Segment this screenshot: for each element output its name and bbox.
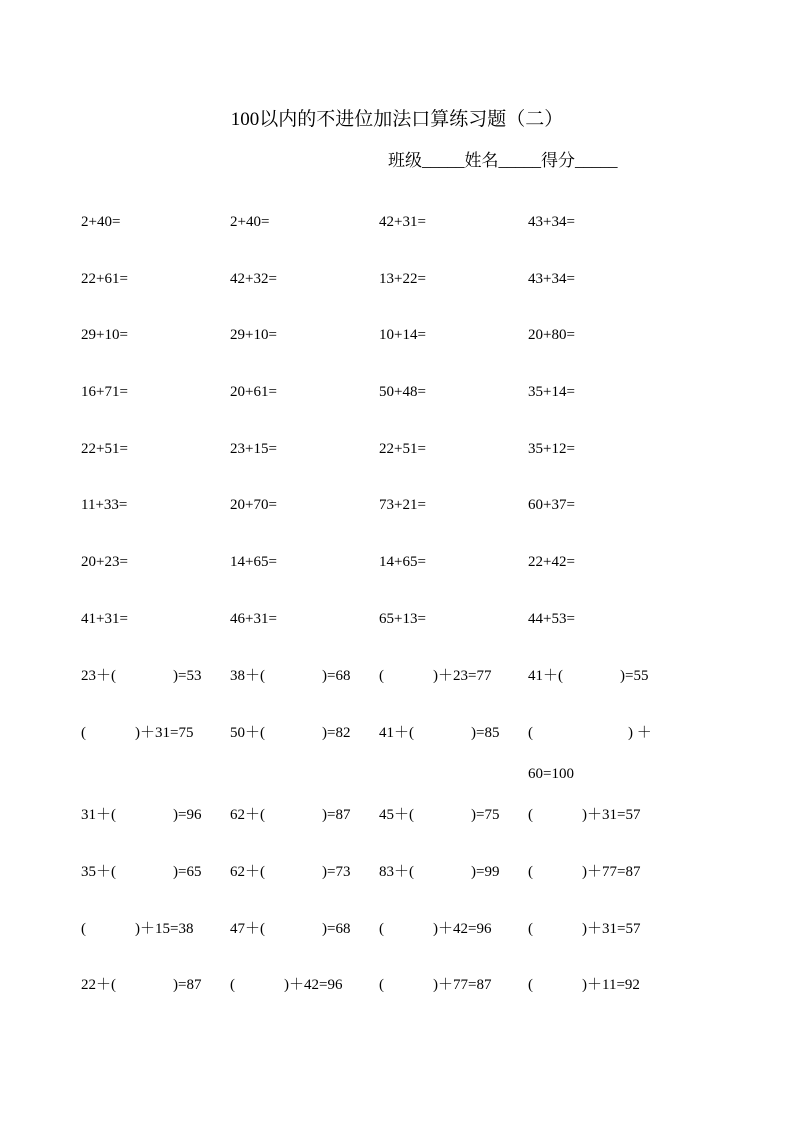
- simple-problem: 22+51=: [379, 441, 426, 457]
- simple-problem: 35+14=: [528, 384, 575, 400]
- blank-problem-left: (: [379, 921, 384, 937]
- blank-problem-right: )＋11=92: [582, 977, 640, 993]
- simple-problem: 20+23=: [81, 554, 128, 570]
- blank-problem-left: (: [230, 977, 235, 993]
- blank-problem-left: (: [379, 977, 384, 993]
- blank-problem-left: 23＋(: [81, 668, 116, 684]
- blank-problem-right: )=75: [471, 807, 500, 823]
- simple-problem: 60+37=: [528, 497, 575, 513]
- simple-problem: 22+51=: [81, 441, 128, 457]
- blank-problem-left: 50＋(: [230, 725, 265, 741]
- blank-problem-right: )=87: [173, 977, 202, 993]
- blank-problem-right: )=55: [620, 668, 649, 684]
- simple-problem: 11+33=: [81, 497, 128, 513]
- blank-problem-wrap: 60=100: [528, 766, 574, 782]
- blank-problem-right: )=73: [322, 864, 351, 880]
- blank-problem-left: (: [528, 977, 533, 993]
- blank-problem-left: 31＋(: [81, 807, 116, 823]
- blank-problem-right: )＋77=87: [433, 977, 492, 993]
- blank-problem-right: )＋31=57: [582, 807, 641, 823]
- blank-problem-left: (: [528, 725, 533, 741]
- blank-problem-right: )=53: [173, 668, 202, 684]
- blank-problem-right: )=68: [322, 668, 351, 684]
- worksheet-title: 100以内的不进位加法口算练习题（二）: [230, 109, 564, 130]
- simple-problem: 16+71=: [81, 384, 128, 400]
- blank-problem-right: )=96: [173, 807, 202, 823]
- blank-problem-left: 83＋(: [379, 864, 414, 880]
- blank-problem-left: 45＋(: [379, 807, 414, 823]
- simple-problem: 20+70=: [230, 497, 277, 513]
- blank-problem-left: (: [379, 668, 384, 684]
- blank-problem-right: )＋31=57: [582, 921, 641, 937]
- simple-problem: 43+34=: [528, 271, 575, 287]
- simple-problem: 35+12=: [528, 441, 575, 457]
- simple-problem: 22+61=: [81, 271, 128, 287]
- simple-problem: 46+31=: [230, 611, 277, 627]
- blank-problem-right: )=65: [173, 864, 202, 880]
- blank-problem-right: )=68: [322, 921, 351, 937]
- blank-problem-left: 62＋(: [230, 807, 265, 823]
- simple-problem: 42+31=: [379, 214, 426, 230]
- simple-problem: 10+14=: [379, 327, 426, 343]
- blank-problem-left: 35＋(: [81, 864, 116, 880]
- simple-problem: 2+40=: [230, 214, 270, 230]
- blank-problem-right: )=82: [322, 725, 351, 741]
- simple-problem: 20+80=: [528, 327, 575, 343]
- simple-problem: 73+21=: [379, 497, 426, 513]
- simple-problem: 29+10=: [81, 327, 128, 343]
- simple-problem: 14+65=: [379, 554, 426, 570]
- simple-problem: 20+61=: [230, 384, 277, 400]
- simple-problem: 2+40=: [81, 214, 121, 230]
- simple-problem: 41+31=: [81, 611, 128, 627]
- simple-problem: 22+42=: [528, 554, 575, 570]
- simple-problem: 42+32=: [230, 271, 277, 287]
- blank-problem-left: (: [81, 921, 86, 937]
- simple-problem: 65+13=: [379, 611, 426, 627]
- blank-problem-right: )＋31=75: [135, 725, 194, 741]
- blank-problem-right: )＋23=77: [433, 668, 492, 684]
- blank-problem-left: 38＋(: [230, 668, 265, 684]
- blank-problem-left: 22＋(: [81, 977, 116, 993]
- simple-problem: 50+48=: [379, 384, 426, 400]
- blank-problem-right: ) ＋: [628, 725, 652, 741]
- student-info-line: 班级_____姓名_____得分_____: [388, 151, 618, 170]
- blank-problem-right: )=85: [471, 725, 500, 741]
- blank-problem-left: 47＋(: [230, 921, 265, 937]
- simple-problem: 14+65=: [230, 554, 277, 570]
- blank-problem-left: (: [528, 921, 533, 937]
- blank-problem-left: (: [528, 864, 533, 880]
- blank-problem-right: )＋42=96: [284, 977, 343, 993]
- blank-problem-left: (: [81, 725, 86, 741]
- simple-problem: 23+15=: [230, 441, 277, 457]
- blank-problem-left: 41＋(: [379, 725, 414, 741]
- blank-problem-right: )=99: [471, 864, 500, 880]
- blank-problem-right: )＋42=96: [433, 921, 492, 937]
- simple-problem: 44+53=: [528, 611, 575, 627]
- blank-problem-right: )＋15=38: [135, 921, 194, 937]
- simple-problem: 29+10=: [230, 327, 277, 343]
- simple-problem: 13+22=: [379, 271, 426, 287]
- blank-problem-left: 41＋(: [528, 668, 563, 684]
- blank-problem-right: )＋77=87: [582, 864, 641, 880]
- blank-problem-left: 62＋(: [230, 864, 265, 880]
- blank-problem-left: (: [528, 807, 533, 823]
- blank-problem-right: )=87: [322, 807, 351, 823]
- simple-problem: 43+34=: [528, 214, 575, 230]
